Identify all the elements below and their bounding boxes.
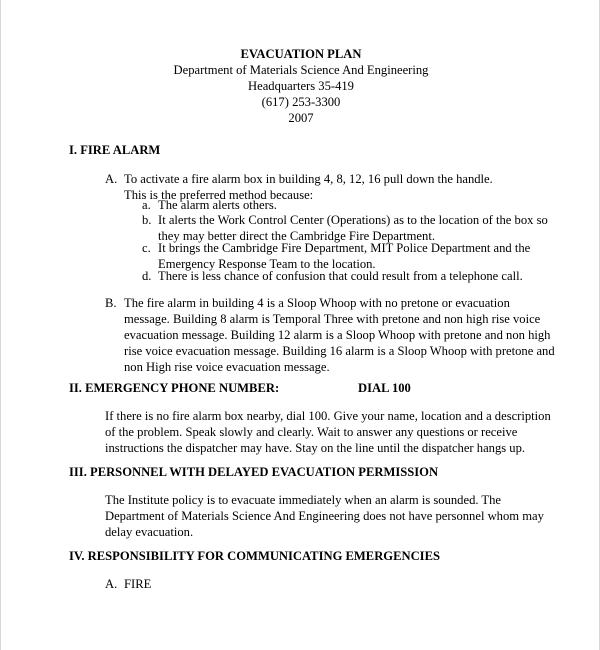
- item-a-marker: A.: [105, 172, 118, 186]
- item-b-paragraph: [124, 295, 555, 375]
- item-b-line: evacuation message. Building 12 alarm is a Sloop Whoop with pretone and non high: [124, 328, 551, 342]
- paragraph-line: of the problem. Speak slowly and clearly. Wait to answer any questions or receive: [105, 425, 518, 439]
- subitem-a-text: The alarm alerts others.: [158, 198, 277, 212]
- section-heading-communicating-emergencies: IV. RESPONSIBILITY FOR COMMUNICATING EMERGENCIES: [69, 549, 440, 563]
- section-heading-delayed-evacuation: III. PERSONNEL WITH DELAYED EVACUATION PERMISSION: [69, 465, 439, 479]
- paragraph-line: Department of Materials Science And Engineering does not have personnel whom may: [105, 509, 544, 523]
- subitem-c-marker: c.: [142, 241, 151, 255]
- item-b-line: rise voice evacuation message. Building 16 alarm is a Sloop Whoop with pretone and: [124, 344, 555, 358]
- subitem-c-line-1: It brings the Cambridge Fire Department, MIT Police Department and the: [158, 241, 531, 255]
- item-a-line-1: To activate a fire alarm box in building 4, 8, 12, 16 pull down the handle.: [124, 172, 493, 186]
- paragraph-line: The Institute policy is to evacuate immediately when an alarm is sounded. The: [105, 493, 502, 507]
- section-heading-emergency-phone: II. EMERGENCY PHONE NUMBER:: [69, 381, 280, 395]
- department-name: Department of Materials Science And Engineering: [173, 63, 429, 77]
- item-fire-label: FIRE: [124, 577, 152, 591]
- item-b-line: message. Building 8 alarm is Temporal Three with pretone and non high rise voice: [124, 312, 541, 326]
- headquarters-address: Headquarters 35-419: [248, 79, 354, 93]
- subitem-b-line-2: they may better direct the Cambridge Fire Department.: [158, 229, 435, 243]
- document-year: 2007: [288, 111, 314, 125]
- item-b-line: The fire alarm in building 4 is a Sloop Whoop with no pretone or evacuation: [124, 296, 510, 310]
- subitem-d-marker: d.: [142, 269, 152, 283]
- item-a-line-2: This is the preferred method because:: [124, 188, 314, 202]
- subitem-b-line-1: It alerts the Work Control Center (Operations) as to the location of the box so: [158, 213, 548, 227]
- subitem-c-line-2: Emergency Response Team to the location.: [158, 257, 376, 271]
- dial-number: DIAL 100: [358, 381, 411, 395]
- emergency-phone-paragraph: [105, 408, 551, 456]
- phone-number: (617) 253-3300: [261, 95, 341, 109]
- document-title: EVACUATION PLAN: [240, 47, 362, 61]
- paragraph-line: instructions the dispatcher may have. Stay on the line until the dispatcher hangs up.: [105, 441, 526, 455]
- item-b-line: non High rise voice evacuation message.: [124, 360, 330, 374]
- item-fire-marker: A.: [105, 577, 118, 591]
- section-heading-fire-alarm: I. FIRE ALARM: [69, 143, 161, 157]
- paragraph-line: delay evacuation.: [105, 525, 194, 539]
- subitem-b-marker: b.: [142, 213, 152, 227]
- item-b-marker: B.: [105, 296, 117, 310]
- subitem-d-text: There is less chance of confusion that could result from a telephone call.: [158, 269, 523, 283]
- delayed-evacuation-paragraph: [105, 492, 544, 540]
- paragraph-line: If there is no fire alarm box nearby, dial 100. Give your name, location and a description: [105, 409, 551, 423]
- document-header: [1, 46, 600, 126]
- subitem-a-marker: a.: [142, 198, 151, 212]
